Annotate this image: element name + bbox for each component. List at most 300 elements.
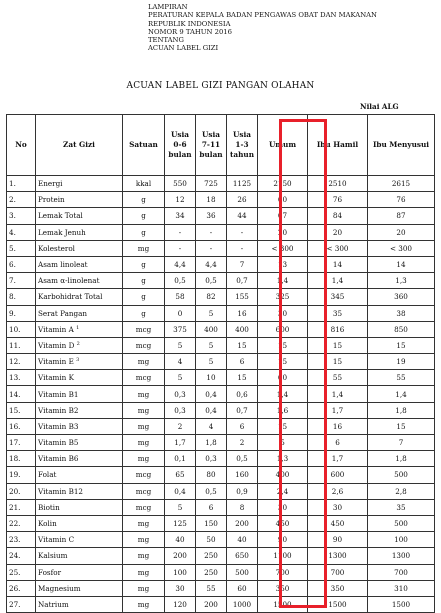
document-title: ACUAN LABEL GIZI PANGAN OLAHAN (126, 81, 315, 91)
cell-ibu-hamil (308, 515, 368, 531)
cell-no (7, 305, 36, 321)
cell-umum-text: 600 (275, 324, 290, 334)
cell-satuan-text: mg (137, 567, 150, 577)
cell-usia-0-6-text: 5 (177, 373, 183, 383)
cell-zat-gizi (36, 305, 123, 321)
cell-usia-1-3-text: 40 (237, 535, 247, 545)
cell-zat-gizi (36, 483, 123, 499)
cell-no-text: 11. (9, 340, 21, 350)
cell-zat-gizi-text: Kalsium (38, 551, 68, 561)
cell-usia-7-11-text: - (209, 227, 213, 237)
cell-ibu-hamil (308, 580, 368, 596)
header-umum: Umum (258, 115, 308, 176)
table-row (7, 273, 435, 289)
cell-ibu-menyusui (368, 289, 435, 305)
cell-usia-1-3 (227, 499, 258, 515)
cell-zat-gizi-text: Biotin (38, 502, 60, 512)
cell-zat-gizi (36, 354, 123, 370)
cell-ibu-hamil (308, 467, 368, 483)
cell-ibu-menyusui-text: 1500 (391, 599, 411, 609)
cell-satuan (123, 483, 165, 499)
cell-usia-1-3-text: - (240, 227, 244, 237)
cell-umum (258, 192, 308, 208)
cell-umum-text: 1,4 (276, 389, 289, 399)
cell-usia-7-11 (196, 548, 227, 564)
cell-usia-1-3 (227, 386, 258, 402)
cell-usia-7-11-text: 250 (204, 567, 218, 577)
cell-usia-1-3-text: 26 (237, 195, 247, 205)
cell-satuan-text: mg (137, 535, 150, 545)
cell-usia-0-6 (165, 467, 196, 483)
cell-usia-0-6-text: 34 (175, 211, 185, 221)
cell-no-text: 13. (9, 373, 21, 383)
table-row (7, 418, 435, 434)
cell-usia-7-11-text: 0,3 (205, 454, 217, 464)
cell-satuan-text: mcg (135, 502, 152, 512)
table-row (7, 451, 435, 467)
header-line: PERATURAN KEPALA BADAN PENGAWAS OBAT DAN MAKANAN (148, 11, 377, 20)
cell-usia-7-11 (196, 564, 227, 580)
cell-ibu-menyusui-text: 360 (394, 292, 408, 302)
cell-usia-0-6 (165, 289, 196, 305)
cell-no-text: 20. (9, 486, 21, 496)
cell-usia-0-6 (165, 192, 196, 208)
cell-zat-gizi-text: Vitamin C (38, 535, 75, 545)
cell-ibu-menyusui (368, 305, 435, 321)
cell-zat-gizi-text: Vitamin B5 (38, 438, 79, 448)
cell-ibu-menyusui (368, 532, 435, 548)
cell-no (7, 386, 36, 402)
cell-umum (258, 208, 308, 224)
header-line: REPUBLIK INDONESIA (148, 19, 231, 28)
cell-usia-7-11 (196, 321, 227, 337)
cell-usia-0-6-text: 30 (175, 583, 185, 593)
cell-usia-1-3 (227, 548, 258, 564)
cell-satuan (123, 305, 165, 321)
cell-usia-0-6 (165, 240, 196, 256)
cell-ibu-hamil-text: 90 (332, 535, 343, 545)
cell-usia-1-3-text: 60 (237, 583, 247, 593)
cell-usia-0-6-text: 4 (177, 357, 183, 367)
cell-zat-gizi-text: Serat Pangan (38, 308, 88, 318)
cell-usia-1-3 (227, 337, 258, 353)
cell-usia-7-11 (196, 240, 227, 256)
cell-usia-0-6 (165, 337, 196, 353)
cell-usia-7-11-text: 6 (208, 502, 214, 512)
cell-usia-7-11-text: 0,5 (205, 276, 217, 286)
cell-ibu-menyusui (368, 208, 435, 224)
header-ibu-menyusui: Ibu Menyusui (368, 115, 435, 176)
cell-no (7, 370, 36, 386)
table-row (7, 515, 435, 531)
cell-usia-1-3-text: 15 (237, 373, 247, 383)
header-no: No (7, 115, 36, 176)
cell-satuan (123, 354, 165, 370)
cell-umum-text: 60 (277, 195, 288, 205)
cell-no (7, 256, 36, 272)
cell-no (7, 467, 36, 483)
cell-no (7, 240, 36, 256)
cell-satuan (123, 289, 165, 305)
cell-no-text: 6. (9, 260, 16, 270)
cell-usia-1-3 (227, 532, 258, 548)
cell-usia-1-3 (227, 467, 258, 483)
cell-usia-0-6 (165, 580, 196, 596)
cell-usia-7-11 (196, 273, 227, 289)
cell-ibu-hamil-text: 6 (335, 438, 340, 448)
cell-ibu-hamil-text: 20 (332, 227, 343, 237)
cell-usia-1-3-text: 16 (237, 308, 247, 318)
cell-no (7, 483, 36, 499)
cell-zat-gizi-text: Magnesium (38, 583, 81, 593)
cell-satuan (123, 337, 165, 353)
cell-usia-7-11-text: 50 (206, 535, 216, 545)
cell-umum-text: 2150 (273, 179, 292, 189)
cell-usia-1-3-text: 0,5 (236, 454, 248, 464)
cell-zat-gizi (36, 289, 123, 305)
cell-ibu-hamil (308, 499, 368, 515)
cell-usia-1-3 (227, 435, 258, 451)
cell-ibu-menyusui (368, 596, 435, 612)
table-row (7, 532, 435, 548)
cell-usia-1-3-text: 8 (239, 502, 245, 512)
cell-umum (258, 515, 308, 531)
cell-zat-gizi-text: Vitamin B6 (38, 454, 79, 464)
cell-ibu-hamil-text: 1,7 (331, 405, 344, 415)
cell-zat-gizi-text: Lemak Total (38, 211, 83, 221)
cell-usia-1-3 (227, 402, 258, 418)
cell-usia-1-3-text: 2 (239, 438, 245, 448)
cell-ibu-menyusui-text: 500 (394, 519, 408, 529)
table-row (7, 564, 435, 580)
cell-ibu-hamil-text: 450 (330, 519, 345, 529)
cell-zat-gizi (36, 176, 123, 192)
cell-ibu-menyusui (368, 176, 435, 192)
cell-usia-7-11 (196, 435, 227, 451)
cell-ibu-menyusui-text: 500 (394, 470, 408, 480)
cell-usia-1-3-text: 1125 (232, 179, 252, 189)
cell-usia-7-11 (196, 483, 227, 499)
footnote-marker: 3 (76, 357, 80, 364)
cell-no (7, 548, 36, 564)
cell-usia-1-3 (227, 289, 258, 305)
cell-ibu-menyusui-text: 38 (396, 308, 406, 318)
cell-usia-7-11 (196, 305, 227, 321)
cell-usia-0-6-text: 58 (175, 292, 185, 302)
cell-usia-7-11 (196, 418, 227, 434)
cell-usia-0-6 (165, 256, 196, 272)
cell-no-text: 1. (9, 179, 16, 189)
cell-usia-0-6-text: 1,7 (174, 438, 186, 448)
cell-no-text: 9. (9, 308, 16, 318)
cell-usia-0-6-text: 120 (173, 599, 187, 609)
cell-ibu-hamil (308, 256, 368, 272)
cell-no (7, 499, 36, 515)
cell-zat-gizi-text: Vitamin B2 (38, 405, 79, 415)
cell-ibu-hamil (308, 273, 368, 289)
cell-satuan-text: mg (137, 583, 150, 593)
cell-ibu-hamil-text: 84 (332, 211, 343, 221)
cell-usia-7-11-text: 5 (208, 340, 214, 350)
cell-usia-7-11-text: 150 (204, 519, 218, 529)
cell-satuan (123, 192, 165, 208)
cell-zat-gizi (36, 548, 123, 564)
cell-zat-gizi (36, 240, 123, 256)
cell-umum (258, 354, 308, 370)
table-row (7, 321, 435, 337)
cell-ibu-hamil-text: 1,4 (331, 276, 344, 286)
cell-zat-gizi (36, 499, 123, 515)
table-row (7, 483, 435, 499)
cell-usia-0-6-text: 200 (173, 551, 187, 561)
cell-usia-0-6 (165, 499, 196, 515)
cell-usia-7-11 (196, 499, 227, 515)
cell-ibu-hamil (308, 321, 368, 337)
cell-usia-1-3-text: 1000 (232, 599, 252, 609)
cell-usia-7-11-text: 0,4 (205, 405, 217, 415)
cell-zat-gizi (36, 596, 123, 612)
cell-zat-gizi (36, 370, 123, 386)
cell-umum (258, 224, 308, 240)
table-row (7, 467, 435, 483)
cell-ibu-menyusui (368, 483, 435, 499)
table-row (7, 548, 435, 564)
cell-umum (258, 435, 308, 451)
cell-umum (258, 289, 308, 305)
cell-zat-gizi (36, 224, 123, 240)
cell-zat-gizi-text: Asam α-linolenat (38, 276, 100, 286)
cell-satuan-text: mg (137, 421, 150, 431)
cell-satuan (123, 499, 165, 515)
cell-zat-gizi-text: Kolesterol (38, 243, 75, 253)
cell-umum (258, 305, 308, 321)
cell-usia-1-3 (227, 208, 258, 224)
cell-usia-7-11 (196, 224, 227, 240)
table-header-row (7, 115, 435, 176)
cell-satuan-text: mcg (135, 470, 152, 480)
cell-usia-7-11 (196, 370, 227, 386)
footnote-marker: 2 (76, 340, 80, 347)
cell-zat-gizi (36, 256, 123, 272)
cell-usia-0-6-text: 5 (177, 502, 183, 512)
cell-umum-text: 15 (277, 340, 288, 350)
cell-satuan (123, 208, 165, 224)
cell-umum (258, 532, 308, 548)
cell-no-text: 8. (9, 292, 16, 302)
cell-no-text: 3. (9, 211, 16, 221)
cell-usia-7-11-text: 5 (208, 308, 214, 318)
cell-umum (258, 596, 308, 612)
cell-usia-0-6-text: - (178, 227, 182, 237)
cell-ibu-menyusui-text: 100 (394, 535, 408, 545)
cell-ibu-menyusui (368, 564, 435, 580)
cell-ibu-menyusui-text: 1300 (391, 551, 411, 561)
cell-umum-text: 1,3 (276, 454, 289, 464)
cell-umum-text: 15 (277, 357, 288, 367)
cell-umum-text: 1,4 (276, 276, 289, 286)
cell-usia-1-3 (227, 273, 258, 289)
cell-ibu-menyusui-text: 87 (396, 211, 406, 221)
cell-umum (258, 418, 308, 434)
cell-no-text: 4. (9, 227, 16, 237)
cell-ibu-menyusui (368, 386, 435, 402)
cell-usia-7-11-text: 82 (206, 292, 216, 302)
cell-satuan (123, 418, 165, 434)
cell-zat-gizi-text: Natrium (38, 599, 69, 609)
table-row (7, 208, 435, 224)
cell-usia-1-3-text: 6 (239, 421, 245, 431)
cell-usia-0-6 (165, 354, 196, 370)
cell-zat-gizi-text: Karbohidrat Total (38, 292, 103, 302)
cell-satuan (123, 273, 165, 289)
cell-umum-text: 350 (275, 583, 290, 593)
cell-satuan (123, 580, 165, 596)
cell-zat-gizi (36, 580, 123, 596)
cell-usia-1-3 (227, 580, 258, 596)
cell-satuan (123, 176, 165, 192)
cell-satuan (123, 435, 165, 451)
header-line: LAMPIRAN (148, 3, 188, 11)
cell-ibu-menyusui-text: 700 (394, 567, 408, 577)
cell-no (7, 208, 36, 224)
table-row (7, 435, 435, 451)
cell-usia-0-6 (165, 418, 196, 434)
cell-usia-1-3 (227, 370, 258, 386)
cell-umum-text: 15 (277, 421, 288, 431)
cell-no-text: 26. (9, 583, 21, 593)
cell-no (7, 515, 36, 531)
cell-ibu-hamil (308, 208, 368, 224)
cell-satuan-text: mg (137, 243, 150, 253)
cell-ibu-hamil (308, 435, 368, 451)
cell-ibu-menyusui (368, 418, 435, 434)
cell-no-text: 24. (9, 551, 21, 561)
cell-no (7, 596, 36, 612)
cell-usia-7-11-text: 10 (206, 373, 216, 383)
cell-ibu-hamil-text: 76 (332, 195, 343, 205)
cell-no (7, 580, 36, 596)
cell-usia-7-11 (196, 192, 227, 208)
cell-no-text: 27. (9, 599, 21, 609)
cell-zat-gizi (36, 418, 123, 434)
cell-ibu-hamil-text: 55 (332, 373, 343, 383)
cell-ibu-hamil (308, 240, 368, 256)
cell-ibu-menyusui (368, 321, 435, 337)
cell-no (7, 176, 36, 192)
cell-satuan-text: mg (137, 357, 150, 367)
table-row (7, 192, 435, 208)
cell-usia-0-6-text: 0,5 (174, 276, 186, 286)
cell-zat-gizi (36, 451, 123, 467)
cell-no (7, 273, 36, 289)
cell-usia-1-3-text: 0,7 (236, 405, 248, 415)
cell-usia-7-11 (196, 386, 227, 402)
cell-ibu-menyusui (368, 273, 435, 289)
cell-zat-gizi (36, 467, 123, 483)
cell-zat-gizi (36, 208, 123, 224)
cell-umum (258, 273, 308, 289)
cell-ibu-hamil (308, 386, 368, 402)
cell-satuan-text: g (141, 292, 146, 302)
cell-usia-0-6 (165, 386, 196, 402)
cell-usia-7-11 (196, 402, 227, 418)
cell-zat-gizi-text: Folat (38, 470, 57, 480)
cell-satuan (123, 386, 165, 402)
cell-usia-1-3 (227, 240, 258, 256)
table-row (7, 337, 435, 353)
cell-usia-0-6-text: 0,3 (174, 405, 186, 415)
cell-ibu-menyusui-text: 15 (396, 340, 406, 350)
table-row (7, 596, 435, 612)
cell-usia-7-11-text: 4,4 (205, 260, 217, 270)
cell-usia-0-6 (165, 515, 196, 531)
cell-usia-7-11-text: 400 (204, 324, 218, 334)
cell-usia-0-6-text: 550 (173, 179, 187, 189)
cell-ibu-menyusui (368, 548, 435, 564)
cell-usia-0-6-text: 65 (175, 470, 185, 480)
cell-umum (258, 240, 308, 256)
cell-usia-1-3-text: 650 (235, 551, 249, 561)
cell-umum (258, 370, 308, 386)
cell-zat-gizi-text: Energi (38, 179, 63, 189)
cell-ibu-menyusui (368, 224, 435, 240)
cell-no-text: 15. (9, 405, 21, 415)
cell-umum (258, 483, 308, 499)
header-line: NOMOR 9 TAHUN 2016 (148, 27, 232, 36)
cell-usia-7-11-text: - (209, 243, 213, 253)
cell-usia-0-6-text: 0 (177, 308, 183, 318)
cell-satuan (123, 402, 165, 418)
footnote-marker: 1 (76, 324, 80, 331)
cell-satuan-text: kkal (135, 179, 152, 189)
cell-usia-0-6-text: 40 (175, 535, 185, 545)
cell-ibu-hamil-text: < 300 (326, 243, 349, 253)
cell-umum-text: 67 (277, 211, 288, 221)
cell-satuan-text: mcg (135, 340, 152, 350)
table-row (7, 499, 435, 515)
cell-no-text: 18. (9, 454, 21, 464)
cell-umum-text: 5 (280, 438, 285, 448)
cell-ibu-hamil (308, 418, 368, 434)
cell-satuan-text: mcg (135, 486, 152, 496)
cell-ibu-menyusui-text: 76 (396, 195, 406, 205)
header-zat-gizi: Zat Gizi (36, 115, 123, 176)
table-row (7, 256, 435, 272)
cell-usia-0-6 (165, 208, 196, 224)
cell-ibu-menyusui (368, 337, 435, 353)
cell-no (7, 418, 36, 434)
cell-usia-1-3-text: 0,6 (236, 389, 248, 399)
cell-usia-0-6-text: 0,3 (174, 389, 186, 399)
cell-usia-7-11 (196, 337, 227, 353)
cell-usia-1-3-text: 200 (235, 519, 249, 529)
cell-no (7, 532, 36, 548)
cell-usia-7-11 (196, 289, 227, 305)
cell-ibu-menyusui-text: 1,4 (395, 389, 407, 399)
cell-no (7, 435, 36, 451)
nutrition-reference-table (6, 114, 435, 613)
cell-ibu-hamil-text: 1,4 (331, 389, 344, 399)
cell-usia-1-3-text: 155 (235, 292, 249, 302)
table-row (7, 176, 435, 192)
cell-ibu-hamil (308, 176, 368, 192)
cell-no-text: 21. (9, 502, 21, 512)
cell-ibu-hamil-text: 1,7 (331, 454, 344, 464)
cell-ibu-hamil (308, 548, 368, 564)
cell-usia-1-3 (227, 176, 258, 192)
cell-ibu-menyusui-text: 35 (396, 502, 406, 512)
cell-umum (258, 337, 308, 353)
